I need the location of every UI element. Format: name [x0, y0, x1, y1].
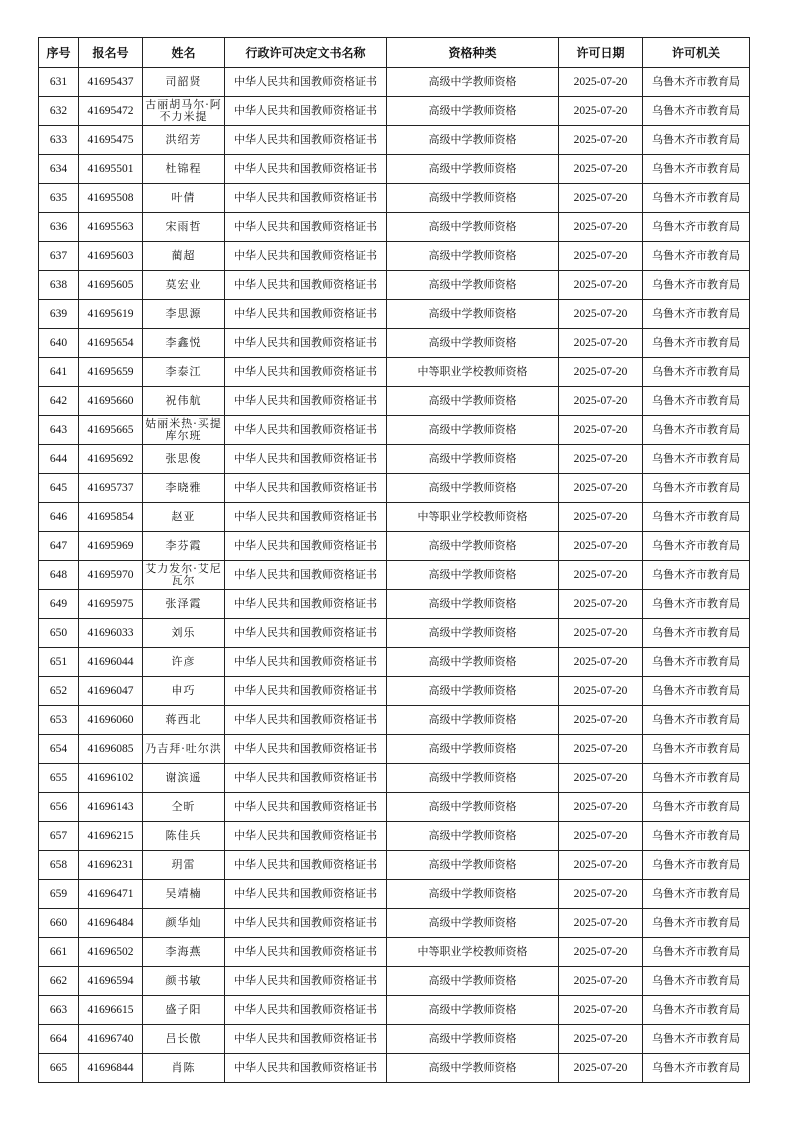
cell-date: 2025-07-20	[559, 909, 643, 938]
cell-date: 2025-07-20	[559, 851, 643, 880]
cell-qualification: 高级中学教师资格	[387, 532, 559, 561]
cell-document: 中华人民共和国教师资格证书	[225, 126, 387, 155]
cell-reg-no: 41696060	[79, 706, 143, 735]
cell-reg-no: 41695659	[79, 358, 143, 387]
cell-seq: 643	[39, 416, 79, 445]
cell-seq: 644	[39, 445, 79, 474]
table-row	[39, 126, 750, 155]
cell-seq: 658	[39, 851, 79, 880]
cell-document: 中华人民共和国教师资格证书	[225, 590, 387, 619]
cell-qualification: 中等职业学校教师资格	[387, 938, 559, 967]
table-row	[39, 532, 750, 561]
cell-name: 盛子阳	[143, 996, 225, 1025]
cell-qualification: 高级中学教师资格	[387, 706, 559, 735]
cell-qualification: 中等职业学校教师资格	[387, 358, 559, 387]
cell-date: 2025-07-20	[559, 358, 643, 387]
cell-qualification: 高级中学教师资格	[387, 996, 559, 1025]
table-row	[39, 358, 750, 387]
cell-date: 2025-07-20	[559, 967, 643, 996]
cell-document: 中华人民共和国教师资格证书	[225, 764, 387, 793]
table-row	[39, 706, 750, 735]
table-row	[39, 416, 750, 445]
cell-reg-no: 41696044	[79, 648, 143, 677]
cell-qualification: 高级中学教师资格	[387, 387, 559, 416]
header-name: 姓名	[143, 38, 225, 68]
cell-reg-no: 41695692	[79, 445, 143, 474]
cell-date: 2025-07-20	[559, 735, 643, 764]
cell-document: 中华人民共和国教师资格证书	[225, 1054, 387, 1083]
cell-reg-no: 41696844	[79, 1054, 143, 1083]
cell-name: 艾力发尔·艾尼瓦尔	[143, 561, 225, 590]
cell-reg-no: 41696085	[79, 735, 143, 764]
cell-document: 中华人民共和国教师资格证书	[225, 648, 387, 677]
cell-seq: 664	[39, 1025, 79, 1054]
cell-reg-no: 41696033	[79, 619, 143, 648]
cell-reg-no: 41696594	[79, 967, 143, 996]
cell-qualification: 高级中学教师资格	[387, 1054, 559, 1083]
cell-name: 乃吉拜·吐尔洪	[143, 735, 225, 764]
cell-seq: 649	[39, 590, 79, 619]
cell-date: 2025-07-20	[559, 764, 643, 793]
cell-seq: 654	[39, 735, 79, 764]
cell-qualification: 高级中学教师资格	[387, 735, 559, 764]
cell-reg-no: 41695665	[79, 416, 143, 445]
license-table	[38, 37, 750, 1083]
cell-qualification: 高级中学教师资格	[387, 677, 559, 706]
cell-document: 中华人民共和国教师资格证书	[225, 880, 387, 909]
cell-document: 中华人民共和国教师资格证书	[225, 300, 387, 329]
table-row	[39, 677, 750, 706]
cell-document: 中华人民共和国教师资格证书	[225, 213, 387, 242]
cell-authority: 乌鲁木齐市教育局	[643, 155, 750, 184]
cell-date: 2025-07-20	[559, 619, 643, 648]
cell-reg-no: 41695563	[79, 213, 143, 242]
cell-name: 司韶贤	[143, 68, 225, 97]
table-row	[39, 300, 750, 329]
cell-qualification: 高级中学教师资格	[387, 213, 559, 242]
cell-qualification: 高级中学教师资格	[387, 909, 559, 938]
cell-reg-no: 41695970	[79, 561, 143, 590]
cell-seq: 640	[39, 329, 79, 358]
cell-date: 2025-07-20	[559, 97, 643, 126]
cell-seq: 663	[39, 996, 79, 1025]
cell-date: 2025-07-20	[559, 677, 643, 706]
cell-document: 中华人民共和国教师资格证书	[225, 416, 387, 445]
cell-document: 中华人民共和国教师资格证书	[225, 851, 387, 880]
header-authority: 许可机关	[643, 38, 750, 68]
cell-date: 2025-07-20	[559, 300, 643, 329]
cell-document: 中华人民共和国教师资格证书	[225, 822, 387, 851]
cell-seq: 632	[39, 97, 79, 126]
table-row	[39, 97, 750, 126]
cell-date: 2025-07-20	[559, 445, 643, 474]
cell-name: 李芬霞	[143, 532, 225, 561]
cell-date: 2025-07-20	[559, 503, 643, 532]
cell-name: 许彦	[143, 648, 225, 677]
cell-authority: 乌鲁木齐市教育局	[643, 503, 750, 532]
cell-seq: 661	[39, 938, 79, 967]
cell-reg-no: 41696143	[79, 793, 143, 822]
cell-qualification: 高级中学教师资格	[387, 880, 559, 909]
table-row	[39, 474, 750, 503]
cell-qualification: 高级中学教师资格	[387, 793, 559, 822]
cell-seq: 660	[39, 909, 79, 938]
cell-seq: 646	[39, 503, 79, 532]
cell-qualification: 高级中学教师资格	[387, 242, 559, 271]
cell-reg-no: 41695501	[79, 155, 143, 184]
cell-reg-no: 41696484	[79, 909, 143, 938]
cell-name: 申巧	[143, 677, 225, 706]
cell-reg-no: 41696102	[79, 764, 143, 793]
cell-seq: 651	[39, 648, 79, 677]
cell-qualification: 高级中学教师资格	[387, 329, 559, 358]
cell-qualification: 高级中学教师资格	[387, 416, 559, 445]
table-row	[39, 445, 750, 474]
cell-seq: 639	[39, 300, 79, 329]
cell-document: 中华人民共和国教师资格证书	[225, 271, 387, 300]
cell-name: 李思源	[143, 300, 225, 329]
cell-authority: 乌鲁木齐市教育局	[643, 619, 750, 648]
cell-authority: 乌鲁木齐市教育局	[643, 706, 750, 735]
cell-authority: 乌鲁木齐市教育局	[643, 590, 750, 619]
cell-qualification: 高级中学教师资格	[387, 561, 559, 590]
cell-authority: 乌鲁木齐市教育局	[643, 97, 750, 126]
cell-seq: 653	[39, 706, 79, 735]
cell-document: 中华人民共和国教师资格证书	[225, 909, 387, 938]
header-seq: 序号	[39, 38, 79, 68]
cell-name: 赵亚	[143, 503, 225, 532]
cell-document: 中华人民共和国教师资格证书	[225, 68, 387, 97]
cell-authority: 乌鲁木齐市教育局	[643, 242, 750, 271]
cell-date: 2025-07-20	[559, 938, 643, 967]
cell-date: 2025-07-20	[559, 793, 643, 822]
cell-date: 2025-07-20	[559, 155, 643, 184]
table-row	[39, 1025, 750, 1054]
cell-name: 刘乐	[143, 619, 225, 648]
cell-qualification: 高级中学教师资格	[387, 648, 559, 677]
header-qualification: 资格种类	[387, 38, 559, 68]
cell-reg-no: 41695437	[79, 68, 143, 97]
table-row	[39, 561, 750, 590]
cell-authority: 乌鲁木齐市教育局	[643, 387, 750, 416]
cell-document: 中华人民共和国教师资格证书	[225, 155, 387, 184]
cell-date: 2025-07-20	[559, 706, 643, 735]
cell-seq: 641	[39, 358, 79, 387]
table-row	[39, 851, 750, 880]
cell-name: 杜锦程	[143, 155, 225, 184]
table-row	[39, 271, 750, 300]
cell-date: 2025-07-20	[559, 329, 643, 358]
cell-seq: 662	[39, 967, 79, 996]
cell-qualification: 高级中学教师资格	[387, 126, 559, 155]
cell-document: 中华人民共和国教师资格证书	[225, 967, 387, 996]
cell-qualification: 高级中学教师资格	[387, 590, 559, 619]
cell-document: 中华人民共和国教师资格证书	[225, 735, 387, 764]
cell-date: 2025-07-20	[559, 126, 643, 155]
cell-reg-no: 41696215	[79, 822, 143, 851]
cell-reg-no: 41695605	[79, 271, 143, 300]
cell-reg-no: 41695508	[79, 184, 143, 213]
cell-document: 中华人民共和国教师资格证书	[225, 793, 387, 822]
cell-authority: 乌鲁木齐市教育局	[643, 126, 750, 155]
table-row	[39, 822, 750, 851]
cell-reg-no: 41695619	[79, 300, 143, 329]
cell-reg-no: 41695654	[79, 329, 143, 358]
cell-authority: 乌鲁木齐市教育局	[643, 329, 750, 358]
cell-date: 2025-07-20	[559, 996, 643, 1025]
table-row	[39, 909, 750, 938]
cell-seq: 642	[39, 387, 79, 416]
cell-document: 中华人民共和国教师资格证书	[225, 329, 387, 358]
cell-seq: 636	[39, 213, 79, 242]
cell-authority: 乌鲁木齐市教育局	[643, 851, 750, 880]
cell-name: 叶倩	[143, 184, 225, 213]
cell-seq: 655	[39, 764, 79, 793]
cell-name: 吕长傲	[143, 1025, 225, 1054]
cell-qualification: 高级中学教师资格	[387, 445, 559, 474]
cell-name: 古丽胡马尔·阿不力米提	[143, 97, 225, 126]
cell-date: 2025-07-20	[559, 213, 643, 242]
cell-reg-no: 41695737	[79, 474, 143, 503]
cell-authority: 乌鲁木齐市教育局	[643, 822, 750, 851]
cell-seq: 637	[39, 242, 79, 271]
cell-authority: 乌鲁木齐市教育局	[643, 909, 750, 938]
cell-qualification: 高级中学教师资格	[387, 1025, 559, 1054]
cell-seq: 634	[39, 155, 79, 184]
table-row	[39, 996, 750, 1025]
cell-name: 玥雷	[143, 851, 225, 880]
cell-date: 2025-07-20	[559, 271, 643, 300]
cell-name: 祝伟航	[143, 387, 225, 416]
cell-seq: 648	[39, 561, 79, 590]
cell-seq: 635	[39, 184, 79, 213]
table-row	[39, 242, 750, 271]
cell-reg-no: 41695603	[79, 242, 143, 271]
cell-seq: 657	[39, 822, 79, 851]
table-row	[39, 764, 750, 793]
cell-name: 李鑫悦	[143, 329, 225, 358]
cell-authority: 乌鲁木齐市教育局	[643, 677, 750, 706]
cell-name: 肖陈	[143, 1054, 225, 1083]
cell-authority: 乌鲁木齐市教育局	[643, 358, 750, 387]
cell-name: 宋雨哲	[143, 213, 225, 242]
cell-date: 2025-07-20	[559, 1054, 643, 1083]
cell-qualification: 高级中学教师资格	[387, 822, 559, 851]
cell-reg-no: 41696740	[79, 1025, 143, 1054]
cell-name: 张思俊	[143, 445, 225, 474]
cell-qualification: 高级中学教师资格	[387, 300, 559, 329]
cell-name: 蔺超	[143, 242, 225, 271]
cell-date: 2025-07-20	[559, 68, 643, 97]
cell-seq: 645	[39, 474, 79, 503]
cell-authority: 乌鲁木齐市教育局	[643, 416, 750, 445]
table-row	[39, 619, 750, 648]
header-reg-no: 报名号	[79, 38, 143, 68]
cell-authority: 乌鲁木齐市教育局	[643, 1054, 750, 1083]
cell-authority: 乌鲁木齐市教育局	[643, 735, 750, 764]
cell-name: 姑丽米热·买提库尔班	[143, 416, 225, 445]
cell-reg-no: 41696047	[79, 677, 143, 706]
cell-seq: 656	[39, 793, 79, 822]
cell-name: 仝昕	[143, 793, 225, 822]
cell-reg-no: 41695660	[79, 387, 143, 416]
cell-document: 中华人民共和国教师资格证书	[225, 619, 387, 648]
cell-document: 中华人民共和国教师资格证书	[225, 97, 387, 126]
table-row	[39, 735, 750, 764]
cell-document: 中华人民共和国教师资格证书	[225, 184, 387, 213]
cell-name: 莫宏业	[143, 271, 225, 300]
cell-authority: 乌鲁木齐市教育局	[643, 996, 750, 1025]
cell-reg-no: 41695854	[79, 503, 143, 532]
cell-name: 颜华灿	[143, 909, 225, 938]
cell-reg-no: 41695975	[79, 590, 143, 619]
cell-authority: 乌鲁木齐市教育局	[643, 474, 750, 503]
cell-name: 陈佳兵	[143, 822, 225, 851]
cell-reg-no: 41696615	[79, 996, 143, 1025]
cell-seq: 665	[39, 1054, 79, 1083]
cell-document: 中华人民共和国教师资格证书	[225, 1025, 387, 1054]
cell-authority: 乌鲁木齐市教育局	[643, 68, 750, 97]
cell-reg-no: 41695969	[79, 532, 143, 561]
cell-date: 2025-07-20	[559, 880, 643, 909]
cell-authority: 乌鲁木齐市教育局	[643, 967, 750, 996]
cell-document: 中华人民共和国教师资格证书	[225, 503, 387, 532]
table-row	[39, 68, 750, 97]
cell-document: 中华人民共和国教师资格证书	[225, 938, 387, 967]
cell-authority: 乌鲁木齐市教育局	[643, 880, 750, 909]
cell-document: 中华人民共和国教师资格证书	[225, 996, 387, 1025]
cell-authority: 乌鲁木齐市教育局	[643, 532, 750, 561]
cell-name: 李海燕	[143, 938, 225, 967]
cell-qualification: 中等职业学校教师资格	[387, 503, 559, 532]
cell-document: 中华人民共和国教师资格证书	[225, 242, 387, 271]
table-header-row	[39, 38, 750, 68]
cell-authority: 乌鲁木齐市教育局	[643, 271, 750, 300]
cell-document: 中华人民共和国教师资格证书	[225, 561, 387, 590]
cell-date: 2025-07-20	[559, 387, 643, 416]
table-row	[39, 967, 750, 996]
table-row	[39, 590, 750, 619]
cell-qualification: 高级中学教师资格	[387, 97, 559, 126]
table-row	[39, 503, 750, 532]
cell-authority: 乌鲁木齐市教育局	[643, 184, 750, 213]
cell-date: 2025-07-20	[559, 1025, 643, 1054]
cell-seq: 633	[39, 126, 79, 155]
cell-document: 中华人民共和国教师资格证书	[225, 706, 387, 735]
table-row	[39, 184, 750, 213]
cell-seq: 647	[39, 532, 79, 561]
cell-reg-no: 41695475	[79, 126, 143, 155]
cell-authority: 乌鲁木齐市教育局	[643, 213, 750, 242]
cell-seq: 659	[39, 880, 79, 909]
cell-date: 2025-07-20	[559, 184, 643, 213]
cell-authority: 乌鲁木齐市教育局	[643, 648, 750, 677]
cell-date: 2025-07-20	[559, 648, 643, 677]
cell-qualification: 高级中学教师资格	[387, 967, 559, 996]
cell-document: 中华人民共和国教师资格证书	[225, 474, 387, 503]
cell-document: 中华人民共和国教师资格证书	[225, 387, 387, 416]
cell-seq: 650	[39, 619, 79, 648]
cell-name: 李晓雅	[143, 474, 225, 503]
cell-name: 洪绍芳	[143, 126, 225, 155]
cell-authority: 乌鲁木齐市教育局	[643, 445, 750, 474]
cell-seq: 638	[39, 271, 79, 300]
table-row	[39, 938, 750, 967]
cell-seq: 631	[39, 68, 79, 97]
cell-authority: 乌鲁木齐市教育局	[643, 1025, 750, 1054]
table-row	[39, 155, 750, 184]
cell-date: 2025-07-20	[559, 532, 643, 561]
header-date: 许可日期	[559, 38, 643, 68]
cell-reg-no: 41695472	[79, 97, 143, 126]
cell-authority: 乌鲁木齐市教育局	[643, 764, 750, 793]
cell-document: 中华人民共和国教师资格证书	[225, 358, 387, 387]
table-row	[39, 648, 750, 677]
header-document: 行政许可决定文书名称	[225, 38, 387, 68]
table-row	[39, 387, 750, 416]
cell-name: 李泰江	[143, 358, 225, 387]
cell-name: 谢滨遥	[143, 764, 225, 793]
cell-qualification: 高级中学教师资格	[387, 474, 559, 503]
cell-qualification: 高级中学教师资格	[387, 184, 559, 213]
cell-document: 中华人民共和国教师资格证书	[225, 532, 387, 561]
cell-authority: 乌鲁木齐市教育局	[643, 793, 750, 822]
cell-name: 蒋西北	[143, 706, 225, 735]
table-row	[39, 1054, 750, 1083]
cell-authority: 乌鲁木齐市教育局	[643, 300, 750, 329]
cell-name: 颜书敏	[143, 967, 225, 996]
table-row	[39, 329, 750, 358]
cell-qualification: 高级中学教师资格	[387, 155, 559, 184]
cell-date: 2025-07-20	[559, 242, 643, 271]
cell-reg-no: 41696231	[79, 851, 143, 880]
cell-qualification: 高级中学教师资格	[387, 271, 559, 300]
cell-document: 中华人民共和国教师资格证书	[225, 677, 387, 706]
cell-qualification: 高级中学教师资格	[387, 619, 559, 648]
cell-date: 2025-07-20	[559, 416, 643, 445]
cell-seq: 652	[39, 677, 79, 706]
cell-qualification: 高级中学教师资格	[387, 764, 559, 793]
cell-date: 2025-07-20	[559, 822, 643, 851]
cell-name: 张泽霞	[143, 590, 225, 619]
table-row	[39, 793, 750, 822]
table-row	[39, 213, 750, 242]
cell-reg-no: 41696471	[79, 880, 143, 909]
cell-authority: 乌鲁木齐市教育局	[643, 561, 750, 590]
table-row	[39, 880, 750, 909]
cell-date: 2025-07-20	[559, 474, 643, 503]
cell-reg-no: 41696502	[79, 938, 143, 967]
cell-authority: 乌鲁木齐市教育局	[643, 938, 750, 967]
cell-date: 2025-07-20	[559, 561, 643, 590]
cell-document: 中华人民共和国教师资格证书	[225, 445, 387, 474]
cell-qualification: 高级中学教师资格	[387, 68, 559, 97]
cell-date: 2025-07-20	[559, 590, 643, 619]
cell-name: 吴靖楠	[143, 880, 225, 909]
cell-qualification: 高级中学教师资格	[387, 851, 559, 880]
